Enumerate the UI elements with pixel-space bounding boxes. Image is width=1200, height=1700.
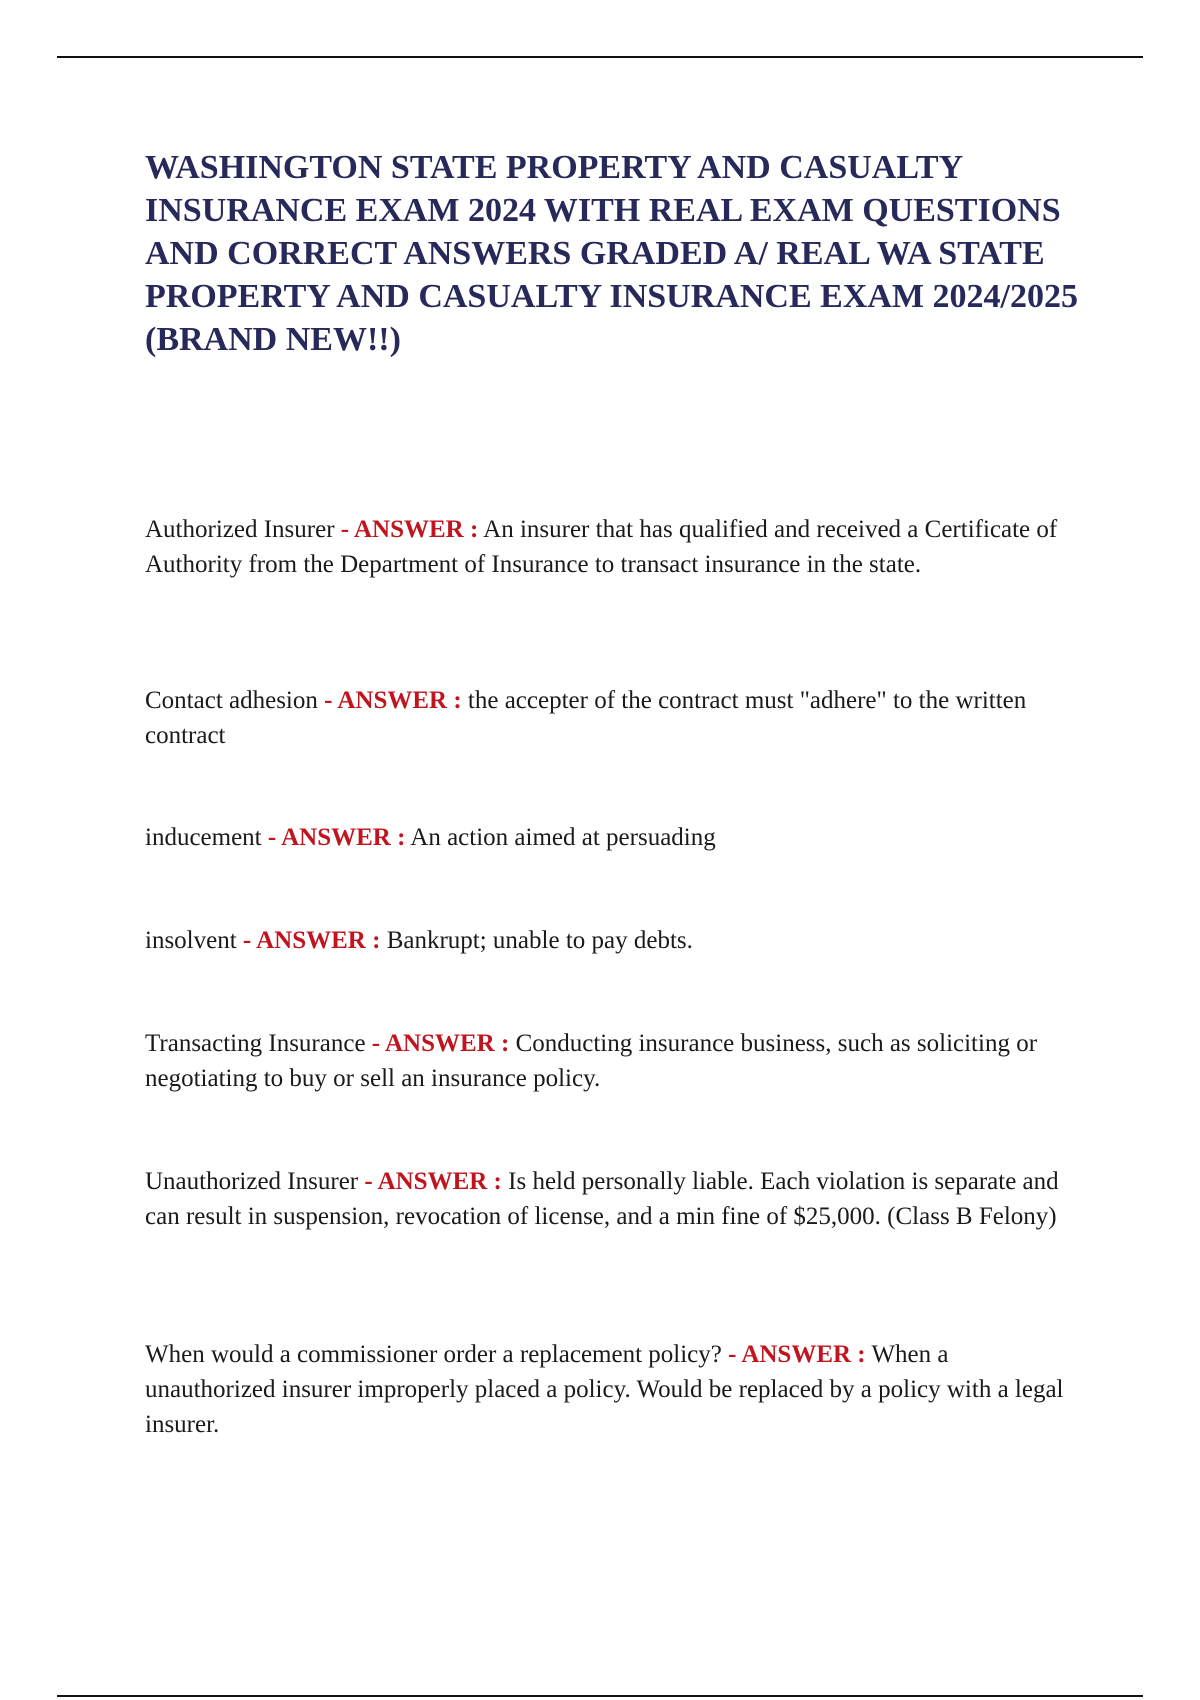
qa-term: Transacting Insurance xyxy=(145,1030,366,1057)
qa-item-transacting-insurance xyxy=(145,1026,1080,1096)
qa-answer: Conducting insurance business, such as soliciting or negotiating to buy or sell an insurance policy. xyxy=(145,1030,1038,1092)
footer-rule xyxy=(57,1695,1143,1697)
answer-marker: - ANSWER : xyxy=(371,1030,510,1057)
qa-term: Authorized Insurer xyxy=(145,516,335,543)
answer-marker: - ANSWER : xyxy=(267,824,406,851)
qa-item-authorized-insurer xyxy=(145,512,1080,582)
qa-term: inducement xyxy=(145,824,262,851)
qa-answer: Is held personally liable. Each violation is separate and can result in suspension, revocation of license, and a min fine of $25,000. (Class B Felony) xyxy=(145,1168,1059,1230)
qa-answer: When a unauthorized insurer improperly placed a policy. Would be replaced by a policy with a legal insurer. xyxy=(145,1341,1064,1438)
qa-term: When would a commissioner order a replacement policy? xyxy=(145,1341,722,1368)
answer-marker: - ANSWER : xyxy=(242,927,381,954)
qa-item-contact-adhesion xyxy=(145,683,1080,753)
document-title: WASHINGTON STATE PROPERTY AND CASUALTY INSURANCE EXAM 2024 WITH REAL EXAM QUESTIONS AND CORRECT ANSWERS GRADED A/ REAL WA STATE PROPERTY AND CASUALTY INSURANCE EXAM 2024/2025 (BRAND NEW!!) xyxy=(145,149,1078,358)
qa-term: Contact adhesion xyxy=(145,687,318,714)
qa-answer: Bankrupt; unable to pay debts. xyxy=(386,927,693,954)
qa-item-unauthorized-insurer xyxy=(145,1164,1080,1234)
answer-marker: - ANSWER : xyxy=(364,1168,502,1195)
qa-answer: the accepter of the contract must "adhere" to the written contract xyxy=(145,687,1027,749)
qa-item-insolvent xyxy=(145,923,1080,958)
qa-item-inducement xyxy=(145,820,1080,855)
qa-item-replacement-policy xyxy=(145,1337,1080,1442)
qa-term: Unauthorized Insurer xyxy=(145,1168,359,1195)
qa-answer: An insurer that has qualified and received a Certificate of Authority from the Department of Insurance to transact insurance in the state. xyxy=(145,516,1058,578)
header-rule xyxy=(57,56,1143,58)
qa-term: insolvent xyxy=(145,927,237,954)
qa-answer: An action aimed at persuading xyxy=(410,824,716,851)
answer-marker: - ANSWER : xyxy=(324,687,462,714)
answer-marker: - ANSWER : xyxy=(340,516,479,543)
answer-marker: - ANSWER : xyxy=(728,1341,866,1368)
